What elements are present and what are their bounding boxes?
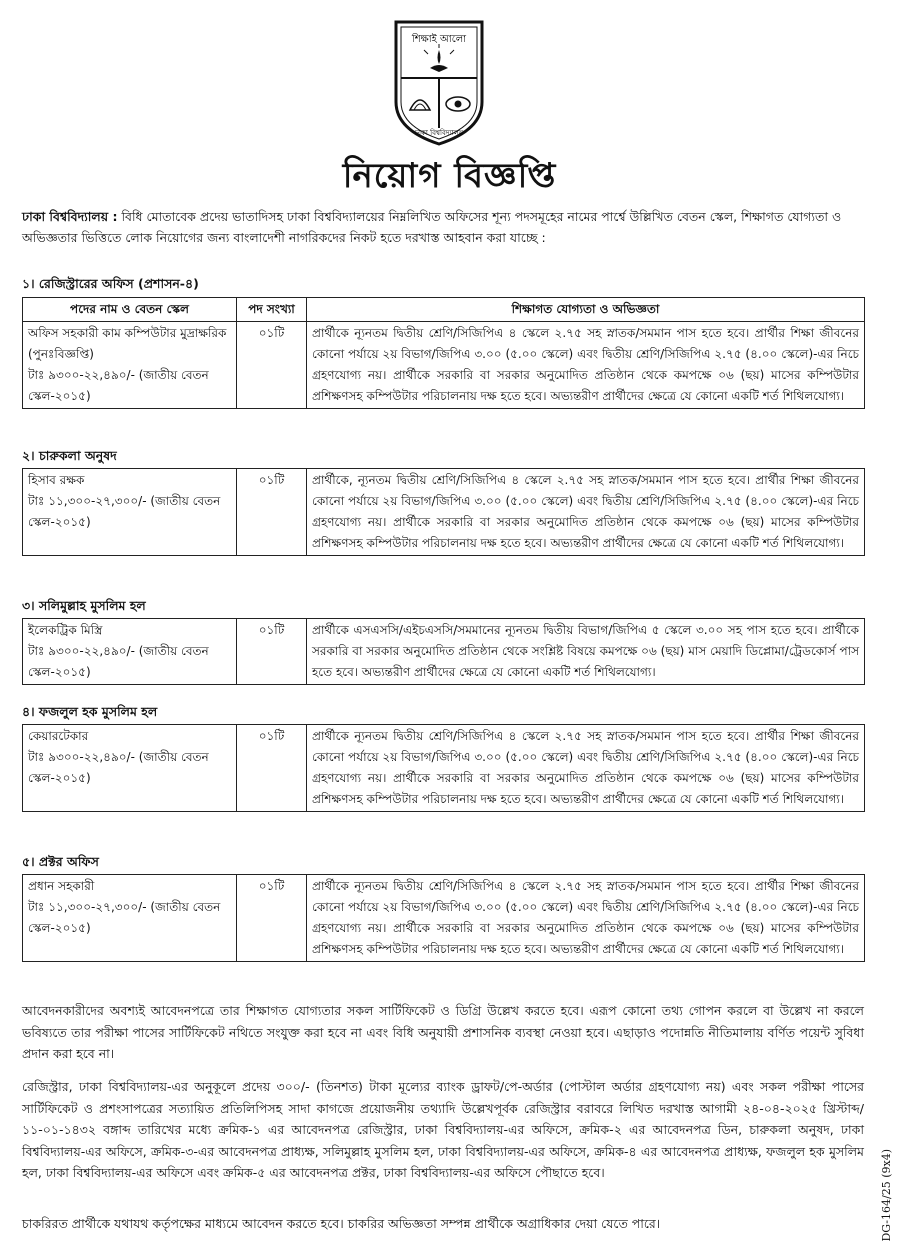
table-row <box>23 469 865 556</box>
qualification-cell: প্রার্থীকে ন্যূনতম দ্বিতীয় শ্রেণি/সিজিপিএ ৪ স্কেলে ২.৭৫ সহ স্নাতক/সমমান পাস হতে হবে। প্রার্থীর শিক্ষা জীবনের কোনো পর্যায়ে ২য় বিভাগ/জিপিএ ৩.০০ (৫.০০ স্কেলে) এবং দ্বিতীয় শ্রেণি/সিজিপিএ ২.৭৫ (৪.০০ স্কেলে)-এর নিচে গ্রহণযোগ্য নয়। প্রার্থীকে সরকারি বা সরকার অনুমোদিত প্রতিষ্ঠান থেকে কমপক্ষে ০৬ (ছয়) মাসের কম্পিউটার প্রশিক্ষণসহ কম্পিউটার পরিচালনায় দক্ষ হতে হবে। অভ্যন্তরীণ প্রার্থীদের ক্ষেত্রে যে কোনো একটি শর্ত শিথিলযোগ্য। <box>307 875 865 962</box>
intro-text: বিধি মোতাবেক প্রদেয় ভাতাদিসহ ঢাকা বিশ্ববিদ্যালয়ের নিম্নলিখিত অফিসের শূন্য পদসমূহের নামের পার্শ্বে উল্লিখিত বেতন স্কেল, শিক্ষাগত যোগ্যতা ও অভিজ্ঞতার ভিত্তিতে লোক নিয়োগের জন্য বাংলাদেশী নাগরিকদের নিকট হতে দরখাস্ত আহবান করা যাচ্ছে : <box>22 209 842 245</box>
note-paragraph-2: রেজিস্ট্রার, ঢাকা বিশ্ববিদ্যালয়-এর অনুকূলে প্রদেয় ৩০০/- (তিনশত) টাকা মূল্যের ব্যাংক ড্রাফট/পে-অর্ডার (পোস্টাল অর্ডার গ্রহণযোগ্য নয়) এবং সকল পরীক্ষা পাসের সার্টিফিকেট ও প্রশংসাপত্রের সত্যায়িত প্রতিলিপিসহ সাদা কাগজে প্রয়োজনীয় তথ্যাদি উল্লেখপূর্বক রেজিস্ট্রার বরাবরে লিখিত দরখাস্ত আগামী ২৪-০৪-২০২৫ খ্রিস্টাব্দ/১১-০১-১৪৩২ বঙ্গাব্দ তারিখের মধ্যে ক্রমিক-১ এর আবেদনপত্র রেজিস্ট্রার, ঢাকা বিশ্ববিদ্যালয়-এর অফিসে, ক্রমিক-২ এর আবেদনপত্র ডিন, চারুকলা অনুষদ, ঢাকা বিশ্ববিদ্যালয়-এর অফিসে, ক্রমিক-৩-এর আবেদনপত্র প্রাধ্যক্ষ, সলিমুল্লাহ মুসলিম হল, ঢাকা বিশ্ববিদ্যালয়-এর অফিসে, ক্রমিক-৪ এর আবেদনপত্র প্রাধ্যক্ষ, ফজলুল হক মুসলিম হল, ঢাকা বিশ্ববিদ্যালয়-এর অফিসে এবং ক্রমিক-৫ এর আবেদনপত্র প্রক্টর, ঢাকা বিশ্ববিদ্যালয়-এর অফিসে পৌছাতে হবে। <box>22 1079 864 1180</box>
count-cell: ০১টি <box>237 725 307 812</box>
count-cell: ০১টি <box>237 875 307 962</box>
svg-text:ঢাকা বিশ্ববিদ্যালয়: ঢাকা বিশ্ববিদ্যালয় <box>414 129 464 137</box>
section-heading-5: ৫। প্রক্টর অফিস <box>22 854 99 869</box>
job-table-4 <box>22 724 865 812</box>
note-paragraph-3: চাকরিরত প্রার্থীকে যথাযথ কর্তৃপক্ষের মাধ্যমে আবেদন করতে হবে। চাকরির অভিজ্ঞতা সম্পন্ন প্রার্থীকে অগ্রাধিকার দেয়া যেতে পারে। <box>22 1216 661 1231</box>
table-row <box>23 619 865 685</box>
post-cell: অফিস সহকারী কাম কম্পিউটার মুদ্রাক্ষরিক (পুনঃবিজ্ঞপ্তি) টাঃ ৯৩০০-২২,৪৯০/- (জাতীয় বেতন স্কেল-২০১৫) <box>23 322 237 409</box>
header-qualification: শিক্ষাগত যোগ্যতা ও অভিজ্ঞতা <box>307 298 865 322</box>
count-cell: ০১টি <box>237 322 307 409</box>
intro-lead: ঢাকা বিশ্ববিদ্যালয় : <box>22 209 118 224</box>
intro-paragraph <box>22 206 864 248</box>
qualification-cell: প্রার্থীকে ন্যূনতম দ্বিতীয় শ্রেণি/সিজিপিএ ৪ স্কেলে ২.৭৫ সহ স্নাতক/সমমান পাস হতে হবে। প্রার্থীর শিক্ষা জীবনের কোনো পর্যায়ে ২য় বিভাগ/জিপিএ ৩.০০ (৫.০০ স্কেলে) এবং দ্বিতীয় শ্রেণি/সিজিপিএ ২.৭৫ (৪.০০ স্কেলে)-এর নিচে গ্রহণযোগ্য নয়। প্রার্থীকে সরকারি বা সরকার অনুমোদিত প্রতিষ্ঠান থেকে কমপক্ষে ০৬ (ছয়) মাসের কম্পিউটার প্রশিক্ষণসহ কম্পিউটার পরিচালনায় দক্ষ হতে হবে। অভ্যন্তরীণ প্রার্থীদের ক্ষেত্রে যে কোনো একটি শর্ত শিথিলযোগ্য। <box>307 725 865 812</box>
section-heading-2: ২। চারুকলা অনুষদ <box>22 448 117 463</box>
section-heading-1: ১। রেজিস্ট্রারের অফিস (প্রশাসন-৪) <box>22 276 199 291</box>
job-table-5 <box>22 874 865 962</box>
header-post: পদের নাম ও বেতন স্কেল <box>23 298 237 322</box>
note-paragraph-1: আবেদনকারীদের অবশ্যই আবেদনপত্রে তার শিক্ষাগত যোগ্যতার সকল সার্টিফিকেট ও ডিগ্রি উল্লেখ করতে হবে। এরূপ কোনো তথ্য গোপন করলে বা উল্লেখ না করলে ভবিষ্যতে তার পরীক্ষা পাসের সার্টিফিকেট নথিতে সংযুক্ত করা হবে না এবং বিধি অনুযায়ী প্রশাসনিক ব্যবস্থা নেওয়া হবে। এছাড়াও পদোন্নতি নীতিমালায় বর্ণিত পয়েন্ট সুবিধা প্রদান করা হবে না। <box>22 1003 864 1061</box>
count-cell: ০১টি <box>237 619 307 685</box>
svg-text:শিক্ষাই আলো: শিক্ষাই আলো <box>411 34 467 45</box>
ad-code: DG-164/25 (9x4) <box>880 1149 893 1242</box>
qualification-cell: প্রার্থীকে এসএসসি/এইচএসসি/সমমানের ন্যূনতম দ্বিতীয় বিভাগ/জিপিএ ৫ স্কেলে ৩.০০ সহ পাস হতে হবে। প্রার্থীকে সরকারি বা সরকার অনুমোদিত প্রতিষ্ঠান থেকে সংশ্লিষ্ট বিষয়ে কমপক্ষে ০৬ (ছয়) মাস মেয়াদি ডিপ্লোমা/ট্রেডকোর্স পাস হতে হবে। অভ্যন্তরীণ প্রার্থীদের ক্ষেত্রে যে কোনো একটি শর্ত শিথিলযোগ্য। <box>307 619 865 685</box>
job-table-1 <box>22 297 865 409</box>
section-heading-4: ৪। ফজলুল হক মুসলিম হল <box>22 704 158 719</box>
job-table-2 <box>22 468 865 556</box>
post-cell: হিসাব রক্ষক টাঃ ১১,৩০০-২৭,৩০০/- (জাতীয় বেতন স্কেল-২০১৫) <box>23 469 237 556</box>
post-cell: কেয়ারটেকার টাঃ ৯৩০০-২২,৪৯০/- (জাতীয় বেতন স্কেল-২০১৫) <box>23 725 237 812</box>
table-header-row <box>23 298 865 322</box>
table-row <box>23 875 865 962</box>
qualification-cell: প্রার্থীকে, ন্যূনতম দ্বিতীয় শ্রেণি/সিজিপিএ ৪ স্কেলে ২.৭৫ সহ স্নাতক/সমমান পাস হতে হবে। প্রার্থীর শিক্ষা জীবনের কোনো পর্যায়ে ২য় বিভাগ/জিপিএ ৩.০০ (৫.০০ স্কেলে) এবং দ্বিতীয় শ্রেণি/সিজিপিএ ২.৭৫ (৪.০০ স্কেলে)-এর নিচে গ্রহণযোগ্য নয়। প্রার্থীকে সরকারি বা সরকার অনুমোদিত প্রতিষ্ঠান থেকে কমপক্ষে ০৬ (ছয়) মাসের কম্পিউটার প্রশিক্ষণসহ কম্পিউটার পরিচালনায় দক্ষ হতে হবে। অভ্যন্তরীণ প্রার্থীদের ক্ষেত্রে যে কোনো একটি শর্ত শিথিলযোগ্য। <box>307 469 865 556</box>
page-title: নিয়োগ বিজ্ঞপ্তি <box>342 156 557 196</box>
count-cell: ০১টি <box>237 469 307 556</box>
post-cell: ইলেকট্রিক মিস্ত্রি টাঃ ৯৩০০-২২,৪৯০/- (জাতীয় বেতন স্কেল-২০১৫) <box>23 619 237 685</box>
post-cell: প্রধান সহকারী টাঃ ১১,৩০০-২৭,৩০০/- (জাতীয় বেতন স্কেল-২০১৫) <box>23 875 237 962</box>
header-count: পদ সংখ্যা <box>237 298 307 322</box>
job-table-3 <box>22 618 865 685</box>
qualification-cell: প্রার্থীকে ন্যূনতম দ্বিতীয় শ্রেণি/সিজিপিএ ৪ স্কেলে ২.৭৫ সহ স্নাতক/সমমান পাস হতে হবে। প্রার্থীর শিক্ষা জীবনের কোনো পর্যায়ে ২য় বিভাগ/জিপিএ ৩.০০ (৫.০০ স্কেলে) এবং দ্বিতীয় শ্রেণি/সিজিপিএ ২.৭৫ (৪.০০ স্কেলে)-এর নিচে গ্রহণযোগ্য নয়। প্রার্থীকে সরকারি বা সরকার অনুমোদিত প্রতিষ্ঠান থেকে কমপক্ষে ০৬ (ছয়) মাসের কম্পিউটার প্রশিক্ষণসহ কম্পিউটার পরিচালনায় দক্ষ হতে হবে। অভ্যন্তরীণ প্রার্থীদের ক্ষেত্রে যে কোনো একটি শর্ত শিথিলযোগ্য। <box>307 322 865 409</box>
table-row <box>23 725 865 812</box>
section-heading-3: ৩। সলিমুল্লাহ মুসলিম হল <box>22 598 146 613</box>
table-row <box>23 322 865 409</box>
university-emblem-icon <box>390 18 488 148</box>
